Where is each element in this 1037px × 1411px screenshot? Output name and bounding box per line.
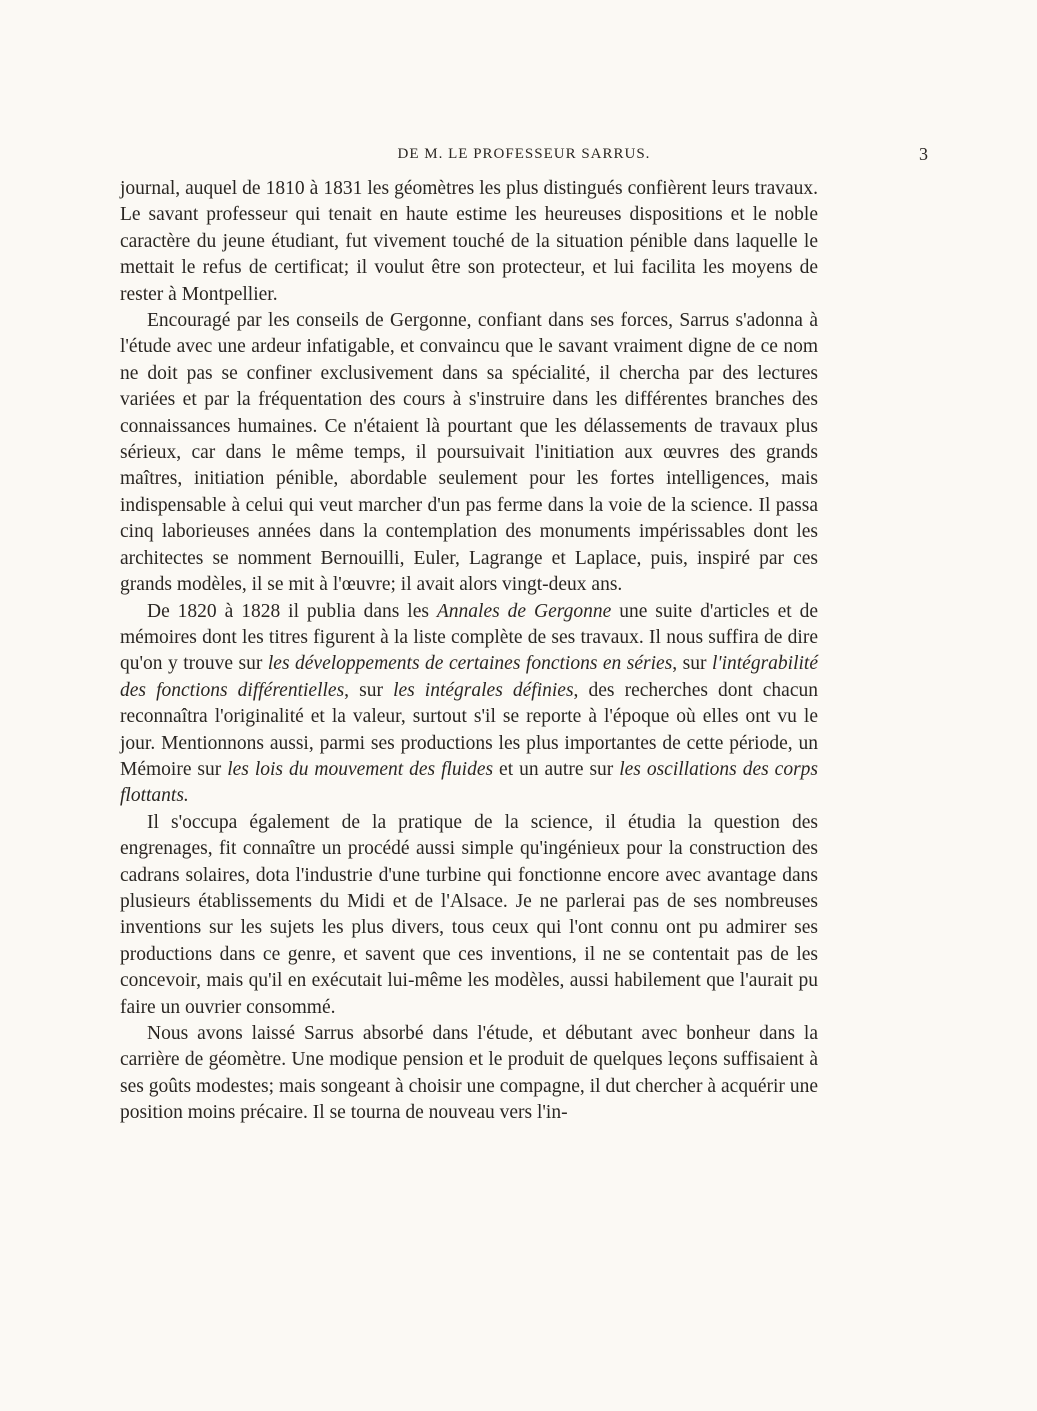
paragraph-5: Nous avons laissé Sarrus absorbé dans l'étude, et débutant avec bonheur dans la carrière de géomètre. Une modique pension et le produit de quelques leçons suffisaient à ses goûts modestes; mais songeant à choisir une compagne, il dut chercher à acquérir une position moins précaire. Il se tourna de nouveau vers l'in- [120, 1023, 818, 1124]
italic-title: les oscillations des corps flottants. [120, 758, 818, 807]
text-run: De 1820 à 1828 il publia dans les [147, 600, 437, 622]
paragraph-1: journal, auquel de 1810 à 1831 les géomètres les plus distingués confièrent leurs travaux. Le savant professeur qui tenait en haute estime les heureuses dispositions et le noble caractère du jeune étudiant, fut vivement touché de la situation pénible dans laquelle le mettait le refus de certificat; il voulut être son protecteur, et lui facilita les moyens de rester à Montpellier. [120, 178, 818, 305]
running-head [120, 146, 928, 168]
italic-title: les intégrales définies [393, 679, 574, 701]
text-run: , sur [672, 653, 712, 675]
paragraph-2: Encouragé par les conseils de Gergonne, confiant dans ses forces, Sarrus s'adonna à l'étude avec une ardeur infatigable, et convaincu que le savant vraiment digne de ce nom ne doit pas se confiner exclusivement dans sa spécialité, il chercha par des lectures variées et par la fréquentation des cours à s'instruire dans les différentes branches des connaissances humaines. Ce n'étaient là pourtant que les délassements de travaux plus sérieux, car dans le même temps, il poursuivait l'initiation aux œuvres des grands maîtres, initiation pénible, abordable seulement pour les fortes intelligences, mais indispensable à celui qui veut marcher d'un pas ferme dans la voie de la science. Il passa cinq laborieuses années dans la contemplation des monuments impérissables dont les architectes se nomment Bernouilli, Euler, Lagrange et Laplace, puis, inspiré par ces grands modèles, il se mit à l'œuvre; il avait alors vingt-deux ans. [120, 310, 818, 596]
italic-title: les développements de certaines fonctions en séries [267, 653, 673, 675]
italic-title: Annales de Gergonne [436, 600, 612, 622]
text-run: , sur [344, 679, 394, 701]
text-run: , des recherches dont chacun reconnaîtra l'originalité et la valeur, surtout s'il se reporte à l'époque où elles ont vu le jour. Mentionnons aussi, parmi ses productions les plus importantes de cette période, un Mémoire sur [120, 679, 818, 780]
paragraph-3 [120, 599, 818, 810]
text-run: et un autre sur [493, 758, 620, 780]
body-text [120, 176, 818, 1127]
italic-title: l'intégrabilité des fonctions différentielles [120, 653, 818, 701]
paragraph-4: Il s'occupa également de la pratique de la science, il étudia la question des engrenages, fit connaître un procédé aussi simple qu'ingénieux pour la construction des cadrans solaires, dota l'industrie d'une turbine qui fonctionne encore avec avantage dans plusieurs établissements du Midi et de l'Alsace. Je ne parlerai pas de ses nombreuses inventions sur les sujets les plus divers, tous ceux qui l'ont connu ont pu admirer ses productions dans ce genre, et savent que ces inventions, il ne se contentait pas de les concevoir, mais qu'il en exécutait lui-même les modèles, aussi habilement que l'aurait pu faire un ouvrier consommé. [120, 811, 818, 1018]
page-number: 3 [919, 144, 928, 164]
text-run: une suite d'articles et de mémoires dont les titres figurent à la liste complète de ses travaux. Il nous suffira de dire qu'on y trouve sur [120, 600, 818, 675]
italic-title: les lois du mouvement des fluides [227, 758, 494, 780]
running-title: DE M. LE PROFESSEUR SARRUS. [397, 146, 651, 162]
